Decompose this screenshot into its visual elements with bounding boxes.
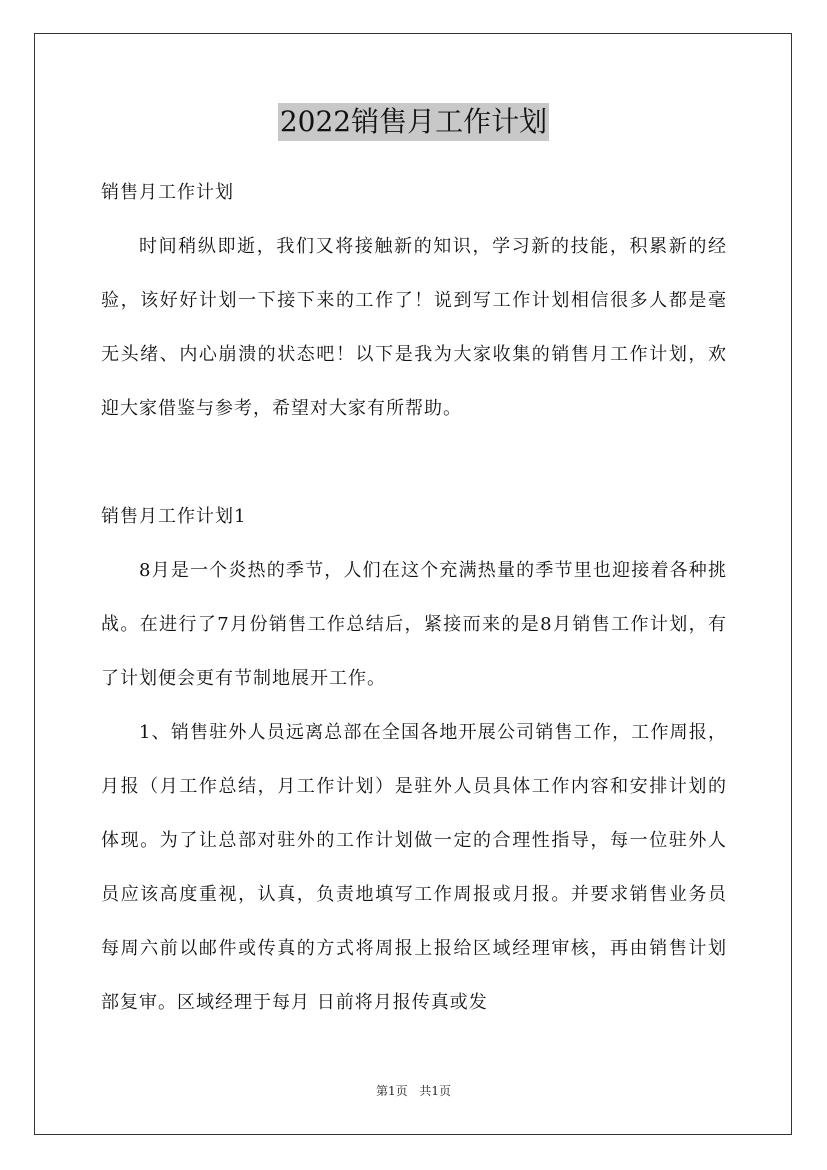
page-footer [0,1083,827,1099]
section-heading: 销售月工作计划 [101,182,234,203]
page-number-current: 第1页 [375,1084,408,1098]
intro-paragraph: 时间稍纵即逝，我们又将接触新的知识，学习新的技能，积累新的经验，该好好计划一下接下来的工作了！说到写工作计划相信很多人都是毫无头绪、内心崩溃的状态吧！以下是我为大家收集的销售月工作计划，欢迎大家借鉴与参考，希望对大家有所帮助。 [101,236,727,419]
body-paragraph: 1、销售驻外人员远离总部在全国各地开展公司销售工作，工作周报，月报（月工作总结，月工作计划）是驻外人员具体工作内容和安排计划的体现。为了让总部对驻外的工作计划做一定的合理性指导，每一位驻外人员应该高度重视，认真，负责地填写工作周报或月报。并要求销售业务员每周六前以邮件或传真的方式将周报上报给区域经理审核，再由销售计划部复审。区域经理于每月 日前将月报传真或发 [101,722,727,1013]
page-number-total: 共1页 [419,1084,452,1098]
section-heading-plan-1: 销售月工作计划1 [101,506,247,527]
paragraph-gap [101,436,727,490]
document-title: 2022销售月工作计划 [278,103,549,141]
document-body [101,166,727,1030]
title-container [0,103,827,141]
body-paragraph: 8月是一个炎热的季节，人们在这个充满热量的季节里也迎接着各种挑战。在进行了7月份销售工作总结后，紧接而来的是8月销售工作计划，有了计划便会更有节制地展开工作。 [101,560,727,689]
